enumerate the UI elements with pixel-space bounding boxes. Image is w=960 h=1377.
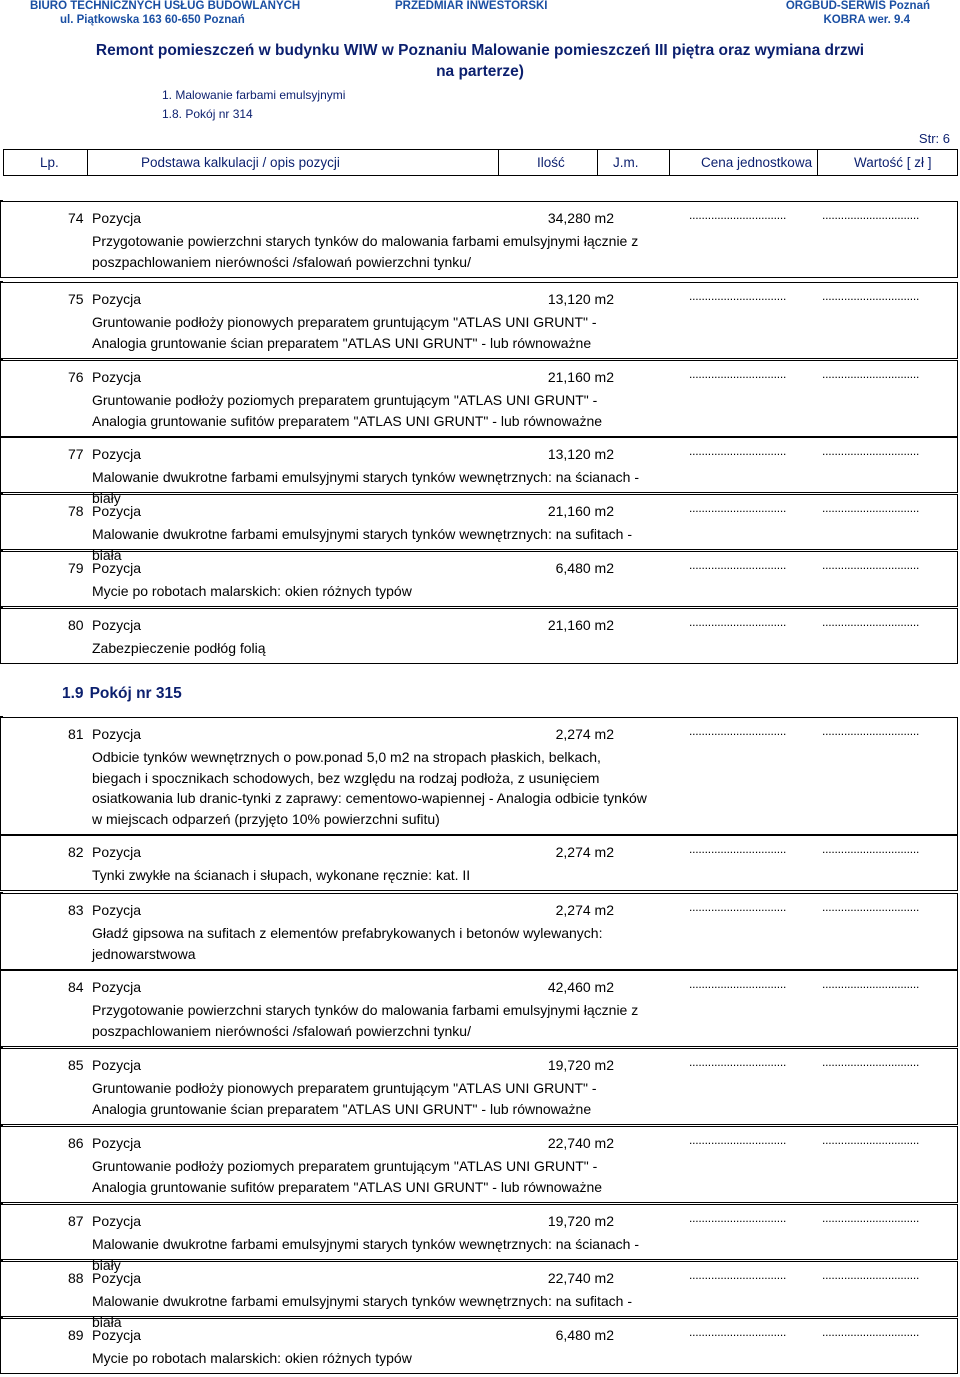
value-placeholder: ............................... — [822, 501, 920, 515]
unit-price-placeholder: ............................... — [689, 1211, 787, 1225]
item-number: 84 — [68, 979, 84, 995]
item-description: Przygotowanie powierzchni starych tynków do malowania farbami emulsyjnymi łącznie z poszpachlowaniem nierówności /sfalowań powierzchni tynku/ — [92, 233, 639, 270]
col-lp: Lp. — [40, 155, 59, 170]
item-number: 82 — [68, 844, 84, 860]
item-type: Pozycja — [92, 726, 142, 742]
list-item — [0, 1204, 958, 1273]
document-type: PRZEDMIAR INWESTORSKI — [395, 0, 548, 12]
value-placeholder: ............................... — [822, 289, 920, 303]
subchapter-label: 1.8. Pokój nr 314 — [162, 107, 253, 121]
item-quantity: 13,120 m2 — [547, 291, 614, 307]
document-title: Remont pomieszczeń w budynku WIW w Poznaniu Malowanie pomieszczeń III piętra oraz wymiana drzwi na parterze) — [95, 42, 865, 80]
item-number: 89 — [68, 1327, 84, 1343]
unit-price-placeholder: ............................... — [689, 977, 787, 991]
item-description: Gruntowanie podłoży pionowych preparatem gruntującym "ATLAS UNI GRUNT" - Analogia gruntowanie ścian preparatem "ATLAS UNI GRUNT" - lub równoważne — [92, 1080, 597, 1117]
page-number: Str: 6 — [918, 131, 950, 146]
item-type: Pozycja — [92, 291, 142, 307]
unit-price-placeholder: ............................... — [689, 1055, 787, 1069]
value-placeholder: ............................... — [822, 1325, 920, 1339]
item-number: 83 — [68, 902, 84, 918]
item-quantity: 21,160 m2 — [547, 617, 614, 633]
item-description: Gruntowanie podłoży poziomych preparatem gruntującym "ATLAS UNI GRUNT" - Analogia gruntowanie sufitów preparatem "ATLAS UNI GRUNT" - lub równoważne — [92, 392, 603, 429]
item-description: Gruntowanie podłoży pionowych preparatem gruntującym "ATLAS UNI GRUNT" - Analogia gruntowanie ścian preparatem "ATLAS UNI GRUNT" - lub równoważne — [92, 314, 597, 351]
section-heading — [62, 685, 182, 703]
item-quantity: 6,480 m2 — [555, 560, 614, 576]
list-item — [0, 282, 958, 359]
item-description: Mycie po robotach malarskich: okien różnych typów — [92, 1350, 412, 1366]
list-item — [0, 970, 958, 1047]
unit-price-placeholder: ............................... — [689, 724, 787, 738]
col-unit: J.m. — [613, 155, 639, 170]
item-number: 74 — [68, 210, 84, 226]
item-type: Pozycja — [92, 1213, 142, 1229]
item-description: Malowanie dwukrotne farbami emulsyjnymi starych tynków wewnętrznych: na ścianach - biały — [92, 1236, 639, 1273]
item-quantity: 19,720 m2 — [547, 1213, 614, 1229]
list-item — [0, 1261, 958, 1330]
value-placeholder: ............................... — [822, 724, 920, 738]
value-placeholder: ............................... — [822, 1211, 920, 1225]
list-item — [0, 360, 958, 437]
item-number: 76 — [68, 369, 84, 385]
item-quantity: 21,160 m2 — [547, 369, 614, 385]
company-address: ul. Piątkowska 163 60-650 Poznań — [60, 14, 245, 26]
item-type: Pozycja — [92, 446, 142, 462]
chapter-label: 1. Malowanie farbami emulsyjnymi — [162, 88, 346, 102]
unit-price-placeholder: ............................... — [689, 615, 787, 629]
item-quantity: 19,720 m2 — [547, 1057, 614, 1073]
item-type: Pozycja — [92, 979, 142, 995]
item-quantity: 2,274 m2 — [555, 844, 614, 860]
list-item — [0, 1318, 958, 1374]
unit-price-placeholder: ............................... — [689, 1325, 787, 1339]
item-description: Gruntowanie podłoży poziomych preparatem gruntującym "ATLAS UNI GRUNT" - Analogia gruntowanie sufitów preparatem "ATLAS UNI GRUNT" - lub równoważne — [92, 1158, 603, 1195]
item-number: 78 — [68, 503, 84, 519]
unit-price-placeholder: ............................... — [689, 1268, 787, 1282]
item-quantity: 22,740 m2 — [547, 1135, 614, 1151]
item-quantity: 6,480 m2 — [555, 1327, 614, 1343]
unit-price-placeholder: ............................... — [689, 1133, 787, 1147]
value-placeholder: ............................... — [822, 977, 920, 991]
unit-price-placeholder: ............................... — [689, 367, 787, 381]
col-qty: Ilość — [537, 155, 565, 170]
list-item — [0, 551, 958, 607]
value-placeholder: ............................... — [822, 1268, 920, 1282]
software-version: KOBRA wer. 9.4 — [823, 14, 910, 26]
item-quantity: 21,160 m2 — [547, 503, 614, 519]
value-placeholder: ............................... — [822, 558, 920, 572]
item-quantity: 22,740 m2 — [547, 1270, 614, 1286]
table-header — [3, 149, 958, 176]
col-basis: Podstawa kalkulacji / opis pozycji — [141, 155, 340, 170]
item-number: 87 — [68, 1213, 84, 1229]
item-number: 80 — [68, 617, 84, 633]
item-description: Malowanie dwukrotne farbami emulsyjnymi starych tynków wewnętrznych: na ścianach - biały — [92, 469, 639, 506]
item-quantity: 2,274 m2 — [555, 902, 614, 918]
item-type: Pozycja — [92, 1270, 142, 1286]
item-number: 88 — [68, 1270, 84, 1286]
item-quantity: 13,120 m2 — [547, 446, 614, 462]
value-placeholder: ............................... — [822, 1055, 920, 1069]
item-description: Tynki zwykłe na ścianach i słupach, wykonane ręcznie: kat. II — [92, 867, 471, 883]
section-name: Pokój nr 315 — [89, 685, 182, 702]
item-type: Pozycja — [92, 210, 142, 226]
item-number: 79 — [68, 560, 84, 576]
item-description: Mycie po robotach malarskich: okien różnych typów — [92, 583, 412, 599]
item-type: Pozycja — [92, 560, 142, 576]
value-placeholder: ............................... — [822, 615, 920, 629]
value-placeholder: ............................... — [822, 208, 920, 222]
value-placeholder: ............................... — [822, 444, 920, 458]
item-type: Pozycja — [92, 1327, 142, 1343]
item-type: Pozycja — [92, 503, 142, 519]
value-placeholder: ............................... — [822, 900, 920, 914]
item-quantity: 42,460 m2 — [547, 979, 614, 995]
item-number: 77 — [68, 446, 84, 462]
list-item — [0, 893, 958, 970]
list-item — [0, 1048, 958, 1125]
item-number: 75 — [68, 291, 84, 307]
item-type: Pozycja — [92, 1135, 142, 1151]
col-value: Wartość [ zł ] — [854, 155, 932, 170]
list-item — [0, 201, 958, 278]
unit-price-placeholder: ............................... — [689, 289, 787, 303]
unit-price-placeholder: ............................... — [689, 208, 787, 222]
item-description: Malowanie dwukrotne farbami emulsyjnymi starych tynków wewnętrznych: na sufitach - biała — [92, 1293, 632, 1330]
unit-price-placeholder: ............................... — [689, 444, 787, 458]
item-quantity: 2,274 m2 — [555, 726, 614, 742]
item-description: Przygotowanie powierzchni starych tynków do malowania farbami emulsyjnymi łącznie z poszpachlowaniem nierówności /sfalowań powierzchni tynku/ — [92, 1002, 639, 1039]
list-item — [0, 608, 958, 664]
unit-price-placeholder: ............................... — [689, 558, 787, 572]
item-number: 85 — [68, 1057, 84, 1073]
item-type: Pozycja — [92, 617, 142, 633]
unit-price-placeholder: ............................... — [689, 900, 787, 914]
section-number: 1.9 — [62, 685, 84, 702]
unit-price-placeholder: ............................... — [689, 501, 787, 515]
item-type: Pozycja — [92, 902, 142, 918]
item-number: 86 — [68, 1135, 84, 1151]
item-description: Malowanie dwukrotne farbami emulsyjnymi starych tynków wewnętrznych: na sufitach - biała — [92, 526, 632, 563]
value-placeholder: ............................... — [822, 367, 920, 381]
item-type: Pozycja — [92, 1057, 142, 1073]
company-name: BIURO TECHNICZNYCH USŁUG BUDOWLANYCH — [30, 0, 301, 12]
list-item — [0, 437, 958, 506]
list-item — [0, 494, 958, 563]
value-placeholder: ............................... — [822, 1133, 920, 1147]
item-type: Pozycja — [92, 844, 142, 860]
item-description: Zabezpieczenie podłóg folią — [92, 640, 266, 656]
col-price: Cena jednostkowa — [701, 155, 813, 170]
item-quantity: 34,280 m2 — [547, 210, 614, 226]
unit-price-placeholder: ............................... — [689, 842, 787, 856]
software-vendor: ORGBUD-SERWIS Poznań — [785, 0, 930, 12]
item-description: Gładź gipsowa na sufitach z elementów prefabrykowanych i betonów wylewanych: jednowarstwowa — [92, 925, 603, 962]
list-item — [0, 835, 958, 891]
item-number: 81 — [68, 726, 84, 742]
value-placeholder: ............................... — [822, 842, 920, 856]
item-type: Pozycja — [92, 369, 142, 385]
list-item — [0, 717, 958, 835]
item-description: Odbicie tynków wewnętrznych o pow.ponad 5,0 m2 na stropach płaskich, belkach, biegach i spocznikach schodowych, bez względu na rodzaj podłoża, z usunięciem osiatkowania lub dranic-tynki z zaprawy: cementowo-wapiennej - Analogia odbicie tynków w miejscach odparzeń (przyjęto 10% powierzchni sufitu) — [92, 749, 647, 827]
list-item — [0, 1126, 958, 1203]
